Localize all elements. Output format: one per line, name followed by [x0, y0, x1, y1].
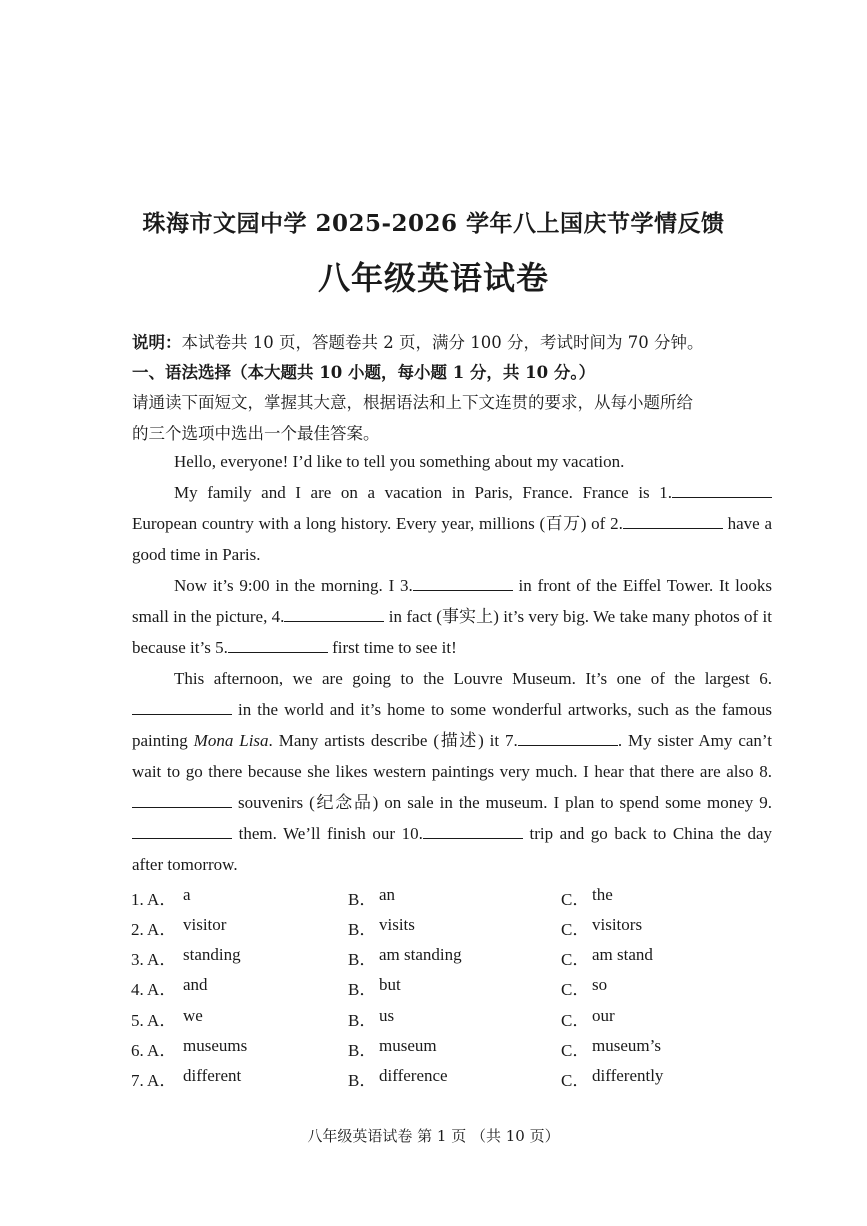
answer-blank-10[interactable]	[423, 822, 523, 839]
option-c-label: C．	[561, 980, 590, 999]
option-c[interactable]: the	[592, 885, 613, 904]
option-b[interactable]: but	[379, 975, 401, 994]
option-b-label: B．	[348, 950, 377, 969]
option-c[interactable]: museum’s	[592, 1036, 661, 1055]
option-c[interactable]: so	[592, 975, 608, 994]
answer-blank-8[interactable]	[132, 791, 232, 808]
option-a[interactable]: and	[183, 975, 208, 994]
question-number: 5. A．	[131, 1011, 177, 1030]
option-a[interactable]: we	[183, 1006, 203, 1025]
exam-title: 珠海市文园中学 2025-2026 学年八上国庆节学情反馈	[142, 210, 725, 237]
question-number: 3. A．	[131, 950, 177, 969]
option-b[interactable]: visits	[379, 915, 415, 934]
option-c-label: C．	[561, 1071, 590, 1090]
note-text: 本试卷共 10 页，答题卷共 2 页，满分 100 分，考试时间为 70 分钟。	[181, 333, 704, 352]
exam-subtitle: 八年级英语试卷	[317, 259, 549, 297]
option-b[interactable]: museum	[379, 1036, 437, 1055]
question-number: 1. A．	[131, 890, 177, 909]
passage-paragraph-4: This afternoon, we are going to the Louvre Museum. It’s one of the largest 6. in the world and it’s home to some wonderful artworks, such as the famous painting Mona Lisa. Many artists describe (描述) it 7. . My sister Amy can’t wait to go there because she likes western paintings very much. I hear that there are also 8. souvenirs (纪念品) on sale in the museum. I plan to spend some money 9. them. We’ll finish our 10. trip and go back to China the day after tomorrow.	[132, 669, 773, 874]
option-c[interactable]: differently	[592, 1066, 664, 1085]
option-b-label: B．	[348, 980, 377, 999]
option-c-label: C．	[561, 920, 590, 939]
instructions-note	[132, 329, 703, 353]
option-b[interactable]: am standing	[379, 945, 462, 964]
passage-paragraph-3: Now it’s 9:00 in the morning. I 3. in front of the Eiffel Tower. It looks small in the picture, 4. in fact (事实上) it’s very big. We take many photos of it because it’s 5. first time to see it!	[132, 576, 773, 657]
answer-blank-2[interactable]	[623, 512, 723, 529]
answer-blank-7[interactable]	[518, 729, 618, 746]
option-b[interactable]: us	[379, 1006, 395, 1025]
option-a[interactable]: a	[183, 885, 191, 904]
option-b-label: B．	[348, 890, 377, 909]
reading-passage	[132, 446, 772, 880]
option-c-label: C．	[561, 950, 590, 969]
answer-blank-5[interactable]	[228, 636, 328, 653]
question-number: 6. A．	[131, 1041, 177, 1060]
option-a[interactable]: different	[183, 1066, 242, 1085]
option-c-label: C．	[561, 890, 590, 909]
question-number: 7. A．	[131, 1071, 177, 1090]
direction-line-1: 请通读下面短文，掌握其大意，根据语法和上下文连贯的要求，从每小题所给	[132, 393, 693, 412]
option-b-label: B．	[348, 1071, 377, 1090]
option-b-label: B．	[348, 1011, 377, 1030]
answer-blank-1[interactable]	[672, 481, 772, 498]
option-a[interactable]: visitor	[183, 915, 227, 934]
option-b[interactable]: difference	[379, 1066, 448, 1085]
passage-paragraph-2: My family and I are on a vacation in Paris, France. France is 1. European country with a long history. Every year, millions (百万) of 2. have a good time in Paris.	[132, 483, 773, 564]
question-number: 4. A．	[131, 980, 177, 999]
answer-blank-9[interactable]	[132, 822, 232, 839]
option-c[interactable]: our	[592, 1006, 615, 1025]
option-a[interactable]: standing	[183, 945, 241, 964]
answer-blank-3[interactable]	[413, 574, 513, 591]
option-c-label: C．	[561, 1011, 590, 1030]
section-heading: 一、语法选择（本大题共 10 小题，每小题 1 分，共 10 分。）	[132, 363, 596, 382]
question-number: 2. A．	[131, 920, 177, 939]
page-footer: 八年级英语试卷 第 1 页 （共 10 页）	[307, 1127, 560, 1145]
option-c[interactable]: visitors	[592, 915, 643, 934]
answer-blank-6[interactable]	[132, 698, 232, 715]
option-c[interactable]: am stand	[592, 945, 653, 964]
answer-blank-4[interactable]	[284, 605, 384, 622]
option-b-label: B．	[348, 1041, 377, 1060]
option-a[interactable]: museums	[183, 1036, 248, 1055]
option-c-label: C．	[561, 1041, 590, 1060]
direction-line-2: 的三个选项中选出一个最佳答案。	[132, 424, 380, 443]
option-b-label: B．	[348, 920, 377, 939]
option-b[interactable]: an	[379, 885, 396, 904]
passage-paragraph-1: Hello, everyone! I’d like to tell you something about my vacation.	[174, 452, 625, 471]
note-label: 说明：	[132, 333, 182, 352]
